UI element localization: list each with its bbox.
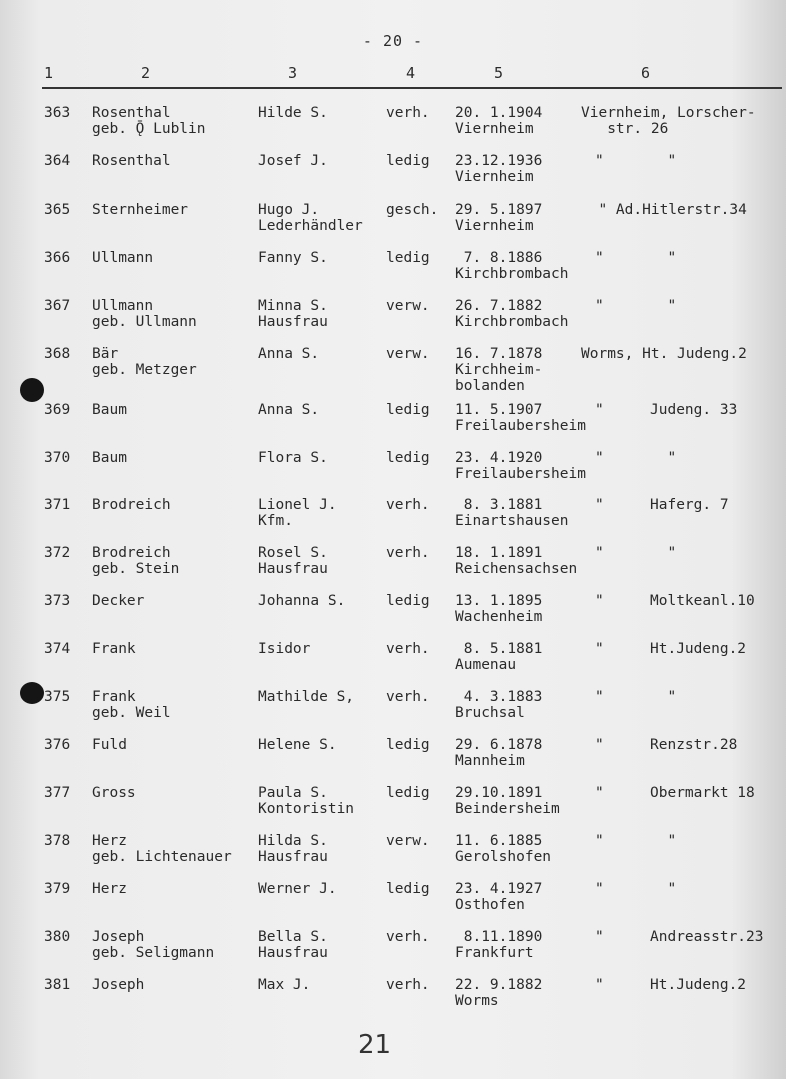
birth-date-place-cell-line: Bruchsal (455, 705, 525, 721)
given-name-cell-line: Bella S. (258, 929, 328, 945)
entry-number: 370 (44, 450, 71, 466)
street-cell: " (650, 250, 677, 266)
given-name-cell-line: Minna S. (258, 298, 328, 314)
birth-date-place-cell (455, 450, 586, 482)
birth-date-place-cell (455, 298, 569, 330)
marital-status: verh. (386, 497, 430, 513)
given-name-cell (258, 250, 328, 266)
marital-status: ledig (386, 881, 430, 897)
entry-number: 374 (44, 641, 71, 657)
birth-date-place-cell-line: 4. 3.1883 (455, 689, 543, 705)
ditto-mark: " (595, 689, 604, 705)
surname-cell-line: geb. Ǭ Lublin (92, 121, 206, 137)
column-header: 3 (288, 64, 298, 82)
given-name-cell-line: Johanna S. (258, 593, 346, 609)
birth-date-place-cell-line: Viernheim (455, 169, 534, 185)
ditto-mark: " (595, 929, 604, 945)
surname-cell (92, 202, 188, 218)
ditto-mark: " (595, 833, 604, 849)
residence-cell-line: Viernheim, Lorscher- (581, 105, 756, 121)
marital-status: verw. (386, 346, 430, 362)
surname-cell-line: Ullmann (92, 250, 154, 266)
marital-status: ledig (386, 593, 430, 609)
marital-status: ledig (386, 737, 430, 753)
surname-cell-line: Frank (92, 641, 136, 657)
birth-date-place-cell (455, 689, 542, 721)
surname-cell (92, 298, 197, 330)
entry-number: 375 (44, 689, 71, 705)
surname-cell (92, 641, 136, 657)
entry-number: 363 (44, 105, 71, 121)
birth-date-place-cell-line: 11. 6.1885 (455, 833, 543, 849)
given-name-cell (258, 545, 328, 577)
birth-date-place-cell-line: 8.11.1890 (455, 929, 543, 945)
street-cell: Renzstr.28 (650, 737, 738, 753)
given-name-cell (258, 153, 328, 169)
birth-date-place-cell (455, 346, 542, 394)
given-name-cell (258, 929, 328, 961)
entry-number: 365 (44, 202, 71, 218)
birth-date-place-cell-line: 16. 7.1878 (455, 346, 543, 362)
street-cell: Judeng. 33 (650, 402, 738, 418)
residence-cell (581, 346, 747, 362)
street-cell: Ht.Judeng.2 (650, 641, 747, 657)
surname-cell-line: Bär (92, 346, 119, 362)
given-name-cell (258, 105, 328, 121)
surname-cell-line: Baum (92, 450, 127, 466)
entry-number: 373 (44, 593, 71, 609)
birth-date-place-cell (455, 497, 569, 529)
surname-cell-line: Rosenthal (92, 105, 171, 121)
marital-status: verw. (386, 298, 430, 314)
surname-cell (92, 402, 127, 418)
surname-cell-line: Decker (92, 593, 145, 609)
surname-cell-line: Brodreich (92, 497, 171, 513)
surname-cell-line: Gross (92, 785, 136, 801)
surname-cell (92, 346, 197, 378)
birth-date-place-cell (455, 737, 542, 769)
marital-status: ledig (386, 402, 430, 418)
birth-date-place-cell-line: 29. 5.1897 (455, 202, 543, 218)
surname-cell-line: geb. Weil (92, 705, 171, 721)
birth-date-place-cell-line: 18. 1.1891 (455, 545, 543, 561)
birth-date-place-cell (455, 641, 542, 673)
surname-cell (92, 593, 144, 609)
residence-cell-line: Worms, Ht. Judeng.2 (581, 346, 747, 362)
residence-cell-line: " Ad.Hitlerstr.34 (581, 202, 747, 218)
ditto-mark: " (595, 298, 604, 314)
surname-cell (92, 977, 144, 993)
given-name-cell (258, 785, 354, 817)
ditto-mark: " (595, 593, 604, 609)
street-cell: Moltkeanl.10 (650, 593, 755, 609)
surname-cell-line: Joseph (92, 929, 145, 945)
street-cell: " (650, 298, 677, 314)
given-name-cell-line: Hausfrau (258, 561, 328, 577)
column-header: 1 (44, 64, 54, 82)
entry-number: 376 (44, 737, 71, 753)
birth-date-place-cell (455, 402, 586, 434)
birth-date-place-cell-line: 8. 5.1881 (455, 641, 543, 657)
surname-cell (92, 737, 127, 753)
marital-status: verw. (386, 833, 430, 849)
surname-cell-line: Herz (92, 833, 127, 849)
entry-number: 377 (44, 785, 71, 801)
surname-cell (92, 881, 127, 897)
punch-hole-mark (20, 378, 44, 402)
given-name-cell-line: Mathilde S, (258, 689, 355, 705)
ditto-mark: " (595, 450, 604, 466)
given-name-cell-line: Max J. (258, 977, 311, 993)
surname-cell (92, 105, 206, 137)
punch-hole-mark (20, 682, 44, 704)
surname-cell (92, 250, 153, 266)
given-name-cell (258, 346, 319, 362)
given-name-cell-line: Lederhändler (258, 218, 363, 234)
column-header: 5 (494, 64, 504, 82)
marital-status: verh. (386, 689, 430, 705)
birth-date-place-cell-line: 26. 7.1882 (455, 298, 543, 314)
given-name-cell-line: Rosel S. (258, 545, 328, 561)
birth-date-place-cell-line: Frankfurt (455, 945, 534, 961)
birth-date-place-cell-line: Freilaubersheim (455, 466, 586, 482)
surname-cell (92, 153, 171, 169)
marital-status: verh. (386, 977, 430, 993)
residence-cell (581, 105, 756, 137)
ditto-mark: " (595, 737, 604, 753)
birth-date-place-cell-line: Gerolshofen (455, 849, 552, 865)
given-name-cell (258, 497, 337, 529)
birth-date-place-cell-line: 8. 3.1881 (455, 497, 543, 513)
birth-date-place-cell-line: 29. 6.1878 (455, 737, 543, 753)
ditto-mark: " (595, 497, 604, 513)
handwritten-page-number: 21 (358, 1030, 392, 1060)
marital-status: ledig (386, 450, 430, 466)
given-name-cell-line: Lionel J. (258, 497, 337, 513)
birth-date-place-cell (455, 929, 542, 961)
given-name-cell-line: Anna S. (258, 402, 320, 418)
surname-cell-line: geb. Metzger (92, 362, 197, 378)
birth-date-place-cell-line: 23.12.1936 (455, 153, 543, 169)
birth-date-place-cell-line: Kirchbrombach (455, 266, 569, 282)
surname-cell (92, 450, 127, 466)
ditto-mark: " (595, 977, 604, 993)
birth-date-place-cell-line: Kirchheim- (455, 362, 543, 378)
birth-date-place-cell-line: Einartshausen (455, 513, 569, 529)
birth-date-place-cell (455, 785, 560, 817)
birth-date-place-cell (455, 593, 542, 625)
street-cell: Obermarkt 18 (650, 785, 755, 801)
birth-date-place-cell (455, 545, 577, 577)
marital-status: ledig (386, 785, 430, 801)
street-cell: " (650, 545, 677, 561)
surname-cell (92, 545, 179, 577)
birth-date-place-cell (455, 833, 551, 865)
surname-cell-line: Ullmann (92, 298, 154, 314)
birth-date-place-cell (455, 881, 542, 913)
surname-cell (92, 689, 171, 721)
ditto-mark: " (595, 250, 604, 266)
entry-number: 369 (44, 402, 71, 418)
surname-cell-line: geb. Ullmann (92, 314, 197, 330)
surname-cell (92, 929, 214, 961)
surname-cell (92, 785, 136, 801)
page-number: - 20 - (362, 32, 424, 50)
given-name-cell (258, 881, 337, 897)
birth-date-place-cell-line: Beindersheim (455, 801, 560, 817)
given-name-cell-line: Flora S. (258, 450, 328, 466)
street-cell: " (650, 881, 677, 897)
given-name-cell (258, 402, 319, 418)
surname-cell-line: Rosenthal (92, 153, 171, 169)
header-rule (42, 87, 782, 89)
column-header: 6 (641, 64, 651, 82)
given-name-cell (258, 689, 354, 705)
ditto-mark: " (595, 641, 604, 657)
birth-date-place-cell-line: 29.10.1891 (455, 785, 543, 801)
birth-date-place-cell-line: Worms (455, 993, 499, 1009)
surname-cell-line: geb. Stein (92, 561, 180, 577)
birth-date-place-cell-line: Aumenau (455, 657, 517, 673)
given-name-cell-line: Paula S. (258, 785, 328, 801)
entry-number: 381 (44, 977, 71, 993)
surname-cell-line: Herz (92, 881, 127, 897)
birth-date-place-cell (455, 977, 542, 1009)
given-name-cell (258, 977, 310, 993)
birth-date-place-cell-line: Reichensachsen (455, 561, 578, 577)
given-name-cell (258, 641, 310, 657)
surname-cell-line: geb. Lichtenauer (92, 849, 232, 865)
residence-cell-line: str. 26 (581, 121, 669, 137)
street-cell: " (650, 689, 677, 705)
birth-date-place-cell (455, 105, 542, 137)
street-cell: Ht.Judeng.2 (650, 977, 747, 993)
marital-status: verh. (386, 545, 430, 561)
given-name-cell-line: Helene S. (258, 737, 337, 753)
entry-number: 379 (44, 881, 71, 897)
ditto-mark: " (595, 402, 604, 418)
marital-status: verh. (386, 929, 430, 945)
column-header: 4 (406, 64, 416, 82)
entry-number: 368 (44, 346, 71, 362)
birth-date-place-cell-line: Wachenheim (455, 609, 543, 625)
given-name-cell-line: Hilda S. (258, 833, 328, 849)
given-name-cell (258, 737, 337, 753)
birth-date-place-cell-line: 11. 5.1907 (455, 402, 543, 418)
marital-status: ledig (386, 153, 430, 169)
given-name-cell-line: Hausfrau (258, 849, 328, 865)
surname-cell-line: Fuld (92, 737, 127, 753)
entry-number: 380 (44, 929, 71, 945)
given-name-cell-line: Josef J. (258, 153, 328, 169)
surname-cell-line: Baum (92, 402, 127, 418)
residence-cell (581, 202, 747, 218)
surname-cell (92, 833, 232, 865)
birth-date-place-cell-line: Viernheim (455, 218, 534, 234)
given-name-cell-line: Kfm. (258, 513, 293, 529)
given-name-cell-line: Werner J. (258, 881, 337, 897)
birth-date-place-cell-line: Freilaubersheim (455, 418, 586, 434)
given-name-cell-line: Isidor (258, 641, 311, 657)
ditto-mark: " (595, 881, 604, 897)
marital-status: verh. (386, 641, 430, 657)
given-name-cell-line: Fanny S. (258, 250, 328, 266)
surname-cell-line: Brodreich (92, 545, 171, 561)
surname-cell-line: geb. Seligmann (92, 945, 215, 961)
street-cell: Haferg. 7 (650, 497, 729, 513)
given-name-cell (258, 202, 363, 234)
entry-number: 366 (44, 250, 71, 266)
marital-status: gesch. (386, 202, 439, 218)
entry-number: 367 (44, 298, 71, 314)
street-cell: " (650, 833, 677, 849)
entry-number: 364 (44, 153, 71, 169)
entry-number: 372 (44, 545, 71, 561)
birth-date-place-cell (455, 153, 542, 185)
birth-date-place-cell-line: 13. 1.1895 (455, 593, 543, 609)
column-header: 2 (141, 64, 151, 82)
birth-date-place-cell-line: Viernheim (455, 121, 534, 137)
given-name-cell (258, 833, 328, 865)
birth-date-place-cell-line: 23. 4.1927 (455, 881, 543, 897)
given-name-cell (258, 298, 328, 330)
birth-date-place-cell-line: Osthofen (455, 897, 525, 913)
street-cell: " (650, 450, 677, 466)
surname-cell-line: Sternheimer (92, 202, 189, 218)
birth-date-place-cell-line: Kirchbrombach (455, 314, 569, 330)
given-name-cell-line: Hilde S. (258, 105, 328, 121)
given-name-cell-line: Hausfrau (258, 945, 328, 961)
birth-date-place-cell-line: 20. 1.1904 (455, 105, 543, 121)
given-name-cell-line: Hausfrau (258, 314, 328, 330)
ditto-mark: " (595, 785, 604, 801)
entry-number: 378 (44, 833, 71, 849)
birth-date-place-cell (455, 250, 569, 282)
given-name-cell (258, 593, 345, 609)
birth-date-place-cell (455, 202, 542, 234)
marital-status: ledig (386, 250, 430, 266)
birth-date-place-cell-line: 23. 4.1920 (455, 450, 543, 466)
ditto-mark: " (595, 545, 604, 561)
surname-cell-line: Frank (92, 689, 136, 705)
given-name-cell-line: Kontoristin (258, 801, 355, 817)
street-cell: " (650, 153, 677, 169)
given-name-cell-line: Hugo J. (258, 202, 320, 218)
street-cell: Andreasstr.23 (650, 929, 764, 945)
entry-number: 371 (44, 497, 71, 513)
ditto-mark: " (595, 153, 604, 169)
given-name-cell (258, 450, 328, 466)
birth-date-place-cell-line: 22. 9.1882 (455, 977, 543, 993)
birth-date-place-cell-line: bolanden (455, 378, 525, 394)
birth-date-place-cell-line: Mannheim (455, 753, 525, 769)
birth-date-place-cell-line: 7. 8.1886 (455, 250, 543, 266)
surname-cell-line: Joseph (92, 977, 145, 993)
given-name-cell-line: Anna S. (258, 346, 320, 362)
marital-status: verh. (386, 105, 430, 121)
surname-cell (92, 497, 171, 513)
